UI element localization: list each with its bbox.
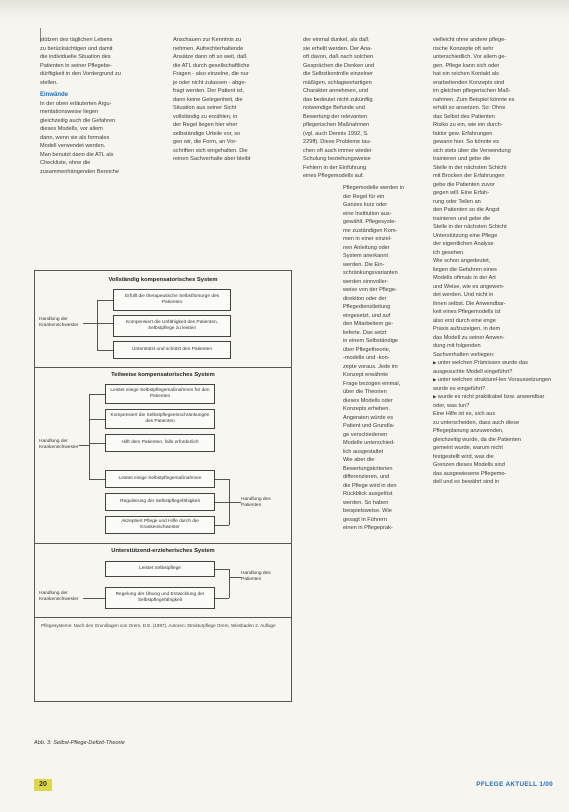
diagram-actor-label: Handlung des Patienten	[241, 571, 271, 582]
text-line: Bewertungskriterien	[343, 465, 393, 472]
text-line: Modelle unterschied-	[343, 440, 395, 446]
text-line: werden. Die Ein-	[343, 261, 385, 268]
text-line: eingesetzt, und auf	[343, 312, 391, 319]
text-line: selbständige Urteile vor, so	[173, 130, 241, 137]
text-line: Risiko zu ein, wie ein durch-	[433, 122, 503, 128]
text-line: differenzieren, und	[343, 474, 390, 480]
figure-caption: Abb. 3: Selbst-Pflege-Defizit-Theorie	[34, 740, 125, 746]
text-line: pflegerischen Maßnahmen	[303, 122, 370, 128]
text-line: und Weise, wie es angewen-	[433, 283, 505, 290]
text-line: liegen die Gefahren eines	[433, 266, 497, 273]
text-line: erhält so ansetzen. So: Ohne	[433, 105, 506, 111]
text-line: -modelle und -kon-	[343, 355, 390, 361]
text-line: der eigentlichen Analyse	[433, 241, 494, 247]
text-line: die individuelle Situation des	[40, 54, 111, 60]
text-line: mit Brocken der Erfahrungen	[433, 173, 505, 179]
text-line: me zuständigen Kom-	[343, 227, 398, 234]
bullet-item	[433, 393, 555, 410]
diagram-box: Regelung der Übung und Entwicklung der Selbstpflegefähigkeit	[105, 587, 215, 609]
bullet-text: wurde es nicht praktikabel bzw. anwendbar oder, was tun?	[433, 394, 545, 409]
text-line: trainieren und gebe die	[433, 215, 491, 222]
text-line: die ATL durch gesellschaftliche	[173, 62, 250, 69]
text-line: Stelle in der nächsten Schicht	[433, 164, 507, 171]
text-line: Situation aus seiner Sicht	[173, 105, 237, 111]
text-line: gleichzeitig wurde, da die Patienten	[433, 436, 522, 443]
diagram-actor-label: Handlung der Krankenschwester	[39, 591, 79, 602]
connector-line	[215, 502, 241, 503]
section-heading: Einwände	[40, 92, 69, 98]
connector-line	[215, 569, 229, 570]
text-column-3-top	[303, 36, 423, 181]
text-line: Fehlern in der Einführung	[303, 164, 367, 171]
text-line: also erst durch eine enge	[433, 317, 496, 324]
connector-line	[89, 419, 105, 420]
text-line: gemeint wurde, warum nicht	[433, 445, 503, 451]
text-line: Patient und Grundla-	[343, 423, 395, 429]
connector-line	[97, 300, 98, 350]
text-line: Praxis aufzuzeigen, in dem	[433, 326, 501, 332]
diagram-box: Regulierung der Selbstpflegefähigkeit	[105, 493, 215, 511]
diagram-section-2-title: Teilweise kompensatorisches System	[111, 372, 215, 378]
text-line: Frage bezogen einmal,	[343, 380, 401, 387]
text-line: fragt werden. Der Patient ist,	[173, 88, 244, 94]
text-line: notwendige Befunde und	[303, 105, 365, 111]
text-line: Anschauen zur Kenntnis zu	[173, 37, 242, 43]
text-line: Bewertung der relevanten	[303, 113, 368, 120]
text-line: 229ff). Diese Probleme tau-	[303, 139, 372, 145]
text-line: den Mitarbeitern ge-	[343, 321, 394, 327]
text-line: Pflegeplanung anzuwenden,	[433, 428, 504, 434]
diagram-box: Leistet einige Selbstpflegemaßnahmen für den Patienten	[105, 384, 215, 404]
text-line: Wie aber die	[343, 457, 375, 463]
text-line: sich stets über die Verwendung	[433, 147, 511, 154]
text-line: direktion oder der	[343, 295, 387, 302]
bullet-item	[433, 359, 555, 376]
text-line: Eine Hilfe ist es, sich aus	[433, 411, 496, 417]
text-line: In der oben erläuterten Argu-	[40, 100, 112, 107]
connector-line	[89, 394, 90, 479]
diagram-box: Leistet einige Selbstpflegemaßnahmen	[105, 470, 215, 488]
text-line: chen oft auch immer wieder	[303, 147, 372, 154]
text-line: der Regel für ein	[343, 193, 385, 200]
text-line: gewählt. Pflegesyste-	[343, 219, 397, 225]
text-line: gleichzeitig auch die Gefahren	[40, 117, 116, 124]
text-line: die Selbstkontrolle einzelner	[303, 71, 373, 77]
text-line: Wie schon angedeutet,	[433, 258, 491, 264]
diagram-actor-label: Handlung der Krankenschwester	[39, 439, 79, 450]
text-line: nehmen. Aufrechterhaltende	[173, 45, 244, 52]
connector-line	[215, 598, 229, 599]
page-number: 20	[34, 779, 52, 791]
text-line: nen Anleitung oder	[343, 244, 390, 251]
text-line: Stelle in der nächsten Schicht	[433, 224, 507, 230]
text-line: die Pflege wird in den	[343, 482, 397, 489]
text-line: Modells oftmals in der Art	[433, 275, 496, 281]
text-line: stützen des täglichen Lebens	[40, 37, 113, 43]
scan-edge	[0, 0, 569, 20]
text-line: zu berücksichtigen und damit	[40, 45, 113, 52]
text-line: reinen Sachverhalte aber bleibt	[173, 156, 251, 162]
text-line: dell und es bewährt sind in	[433, 479, 500, 485]
text-line: mentationsweise liegen	[40, 109, 99, 115]
text-column-2	[173, 36, 293, 164]
text-line: ich gesehen.	[433, 249, 465, 256]
text-line: Gesprächen die Denken und	[303, 62, 375, 69]
text-line: men in einer einzel-	[343, 236, 392, 242]
text-line: Patienten in seiner Pflegebe-	[40, 62, 112, 69]
text-line: faktor gew. Erfahrungen	[433, 130, 493, 137]
triangle-bullet-icon: ▶	[433, 377, 438, 382]
connector-line	[97, 300, 113, 301]
orem-diagram	[34, 270, 292, 702]
text-line: ge verschiedenen	[343, 431, 388, 438]
text-line: rung oder Teilen an	[433, 198, 481, 205]
text-line: gewann hier. So könnte es	[433, 139, 499, 145]
text-line: Fragen - also einzelne, die nur	[173, 71, 249, 77]
text-line: Pflegedienstleitung	[343, 304, 391, 310]
text-line: im gleichen pflegerischen Maß-	[433, 88, 511, 94]
bullet-item	[433, 376, 555, 393]
journal-footer: PFLEGE AKTUELL 1/00	[476, 781, 553, 788]
text-line: eines Pflegemodells auf.	[303, 173, 364, 179]
connector-line	[89, 479, 105, 480]
text-line: Charakter annehmen, und	[303, 88, 368, 94]
text-line: Angeraten würde es	[343, 414, 394, 421]
diagram-box: Erfüllt die therapeutische Selbstfürsorge des Patienten	[113, 289, 231, 311]
text-line: zu unterscheiden, dass auch diese	[433, 419, 520, 426]
text-line: in einem Selbständige	[343, 338, 399, 344]
text-column-1	[40, 36, 160, 176]
text-line: dürftigkeit in den Vordergrund zu	[40, 71, 121, 77]
text-line: lieferte. Das setzt	[343, 329, 387, 336]
text-line: werden sinnvoller-	[343, 278, 389, 285]
text-line: trainieren und gebe die	[433, 156, 491, 162]
text-line: dung mit folgenden	[433, 343, 481, 349]
text-line: det werden. Und nicht in	[433, 292, 494, 298]
connector-line	[83, 323, 113, 324]
text-line: dann keine Gelegenheit, die	[173, 96, 243, 103]
text-line: nahmen. Zum Beispiel könnte es	[433, 96, 515, 103]
connector-line	[79, 445, 89, 446]
text-line: vollständig zu erzählen, in	[173, 113, 238, 120]
diagram-box: Hilft dem Patienten, falls erforderlich	[105, 434, 215, 452]
text-line: über Pflegetheorie,	[343, 346, 391, 353]
text-line: weise von der Pflege-	[343, 287, 397, 293]
text-line: der Regel liegen hier eher	[173, 122, 238, 128]
text-line: rische Konzepte oft sehr	[433, 45, 494, 52]
text-line: schränkungsvarianten	[343, 270, 398, 276]
text-line: Pflegemodelle werden in	[343, 185, 405, 191]
text-line: Konzepts erheben.	[343, 406, 390, 412]
text-column-3-bottom	[343, 184, 425, 533]
text-line: gesagt in Führern	[343, 516, 387, 523]
connector-line	[229, 577, 241, 578]
diagram-actor-label: Handlung des Patienten	[241, 497, 271, 508]
text-line: gen wir, die Form, an Vor-	[173, 139, 238, 145]
text-line: einen in Pflegeprak-	[343, 525, 393, 531]
connector-line	[215, 479, 229, 480]
text-line: festgestellt wird, was die	[433, 453, 494, 460]
text-line: Sachverhalten vorliegen:	[433, 351, 495, 358]
text-line: Ganzes kurz oder	[343, 202, 388, 208]
diagram-box: Akzeptiert Pflege und Hilfe durch die Krankenschwester	[105, 516, 215, 534]
text-line: zusammenhängenden Bereiche	[40, 168, 119, 175]
text-line: vielleicht ohne andere pflege-	[433, 37, 507, 43]
text-line: Checkliste, ohne die	[40, 160, 91, 166]
text-line: Unterstützung eine Pflege	[433, 232, 498, 239]
text-column-4	[433, 36, 555, 487]
text-line: je oder nicht zulassen - abge-	[173, 79, 247, 86]
text-line: der einmal dunkel, als daß	[303, 37, 369, 43]
text-line: zepte voraus. Jede im	[343, 363, 398, 370]
text-line: Schulung beziehungsweise	[303, 156, 371, 162]
text-line: erarbeitenden Konzepts sind	[433, 79, 505, 86]
text-line: dann, wenn sie als formales	[40, 134, 110, 141]
text-line: dieses Modells oder	[343, 397, 393, 404]
diagram-source-note: Pflegesysteme: Nach den Grundlagen von Orem, D.E. (1997). Autoren: Strukturpflege Orem, Wiesbaden 2. Auflage	[41, 623, 276, 628]
text-line: beispielsweise. Wie	[343, 508, 392, 514]
text-line: dieses Modells, vor allem	[40, 126, 103, 132]
triangle-bullet-icon: ▶	[433, 394, 438, 399]
text-line: keit eines Pflegemodells ist	[433, 309, 501, 315]
text-line: Grenzen dieses Modells sind	[433, 462, 505, 468]
diagram-box: Unterstützt und schützt den Patienten	[113, 341, 231, 359]
text-line: mäßigen, schlagwortartigen	[303, 79, 372, 86]
text-line: eine Institution aus-	[343, 210, 392, 217]
connector-line	[97, 350, 113, 351]
text-line: Konzept erwähnte	[343, 372, 389, 378]
text-line: stellen.	[40, 79, 58, 86]
diagram-box: Leistet Selbstpflege	[105, 561, 215, 577]
diagram-section-3-title: Unterstützend-erzieherisches System	[111, 548, 215, 554]
text-line: hat ein reichen Kontakt als	[433, 71, 499, 77]
text-line: gen. Pflege kann sich oder	[433, 62, 500, 69]
text-line: sie erhellt werden. Der Ana-	[303, 45, 373, 52]
text-line: System anerkannt	[343, 253, 389, 259]
connector-line	[89, 443, 105, 444]
triangle-bullet-icon: ▶	[433, 360, 438, 365]
text-line: Ansätze dann oft so weit, daß	[173, 54, 247, 60]
text-line: werden. So haben	[343, 499, 389, 506]
text-line: das ausgewiesene Pflegemo-	[433, 470, 507, 477]
text-line: Rückblick ausgelöst	[343, 491, 393, 497]
text-line: Man benutzt dann die ATL als	[40, 151, 114, 158]
text-line: über die Theorien	[343, 389, 387, 395]
text-line: Modell verwendet werden.	[40, 143, 106, 149]
section-divider	[35, 367, 291, 368]
text-line: oft davon, daß nach solchen	[303, 54, 374, 60]
text-line: gegen will. Eine Erfah-	[433, 190, 489, 196]
text-line: den Patienten so die Angst	[433, 207, 500, 213]
diagram-section-1-title: Vollständig kompensatorisches System	[108, 277, 218, 283]
text-line: lich ausgestaltet	[343, 448, 384, 455]
text-line: ihnen selbst. Die Anwendbar-	[433, 300, 506, 307]
connector-line	[215, 525, 229, 526]
text-line: (vgl. auch Dennis 1992, S.	[303, 130, 369, 137]
text-line: das bedeutet nicht zukünftig	[303, 96, 373, 103]
diagram-actor-label: Handlung der Krankenschwester	[39, 317, 79, 328]
connector-line	[83, 598, 105, 599]
section-divider	[35, 543, 291, 544]
diagram-box: Kompensiert die Selbstpflegeeinschränkungen des Patienten	[105, 409, 215, 429]
connector-line	[89, 394, 105, 395]
bullet-text: unter welchen Prämissen wurde das ausgesuchte Modell eingeführt?	[433, 360, 528, 375]
text-line: schriften sich eingehalten. Die	[173, 147, 248, 154]
bullet-text: unter welchen strukturel-len Voraussetzungen wurde es eingeführt?	[433, 377, 552, 392]
text-line: unterschiedlich. Vor allem ge-	[433, 54, 507, 60]
diagram-box: Kompensiert die Unfähigkeit des Patienten, Selbstpflege zu leisten	[113, 315, 231, 337]
text-line: das Modell zu seiner Anwen-	[433, 334, 505, 341]
connector-line	[229, 569, 230, 598]
section-divider	[35, 617, 291, 618]
text-line: gebe die Patienten zuvor	[433, 181, 495, 188]
text-line: das Selbst des Patienten	[433, 113, 495, 120]
